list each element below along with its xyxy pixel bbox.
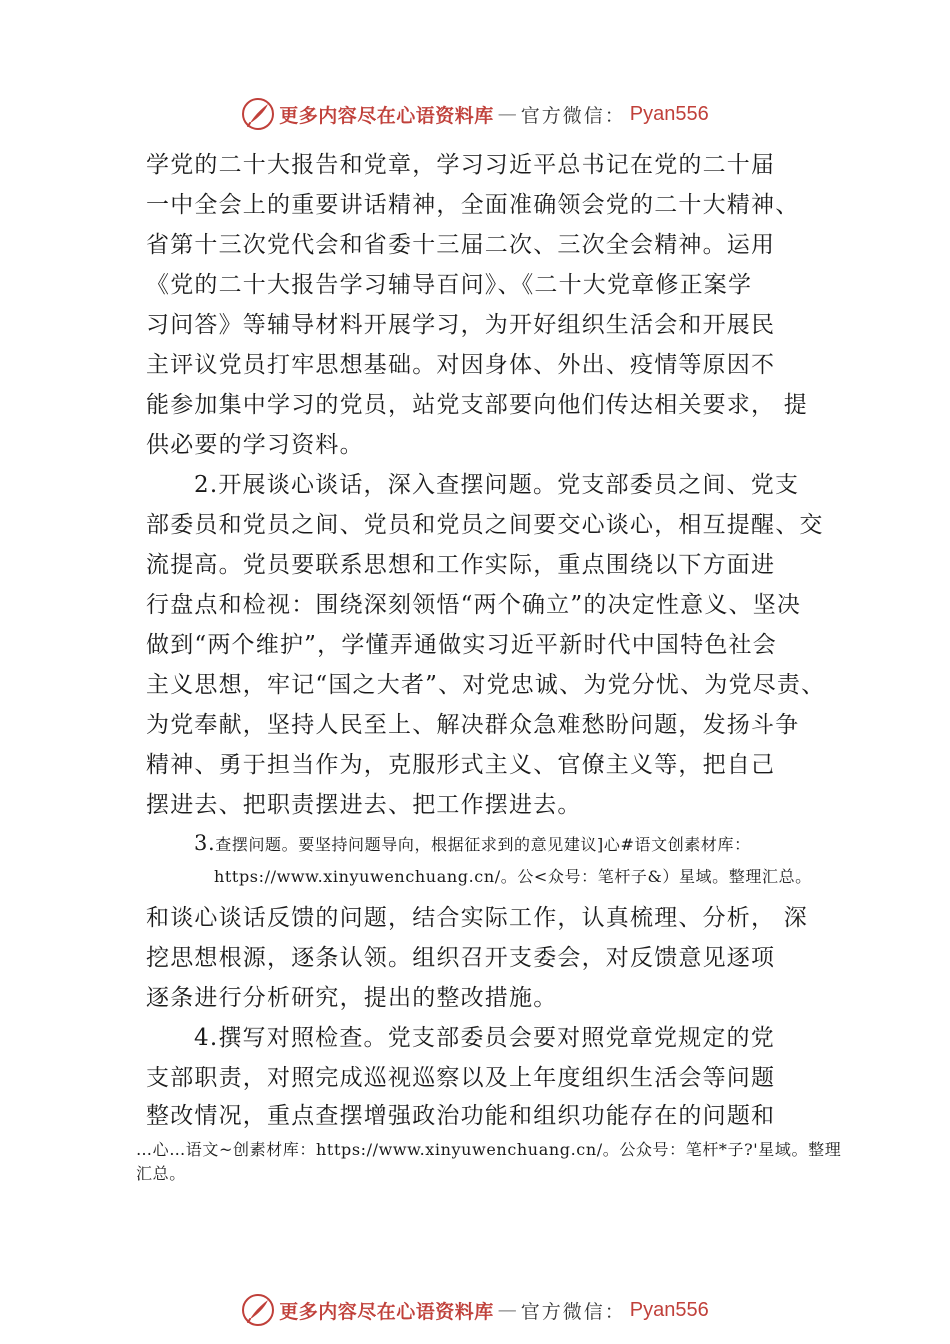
banner-official-label: 官方微信： (520, 104, 626, 127)
footer-banner (0, 1290, 950, 1330)
body-line: 支部职责，对照完成巡视巡察以及上年度组织生活会等问题 (146, 1065, 776, 1091)
body-line: 学党的二十大报告和党章，学习习近平总书记在党的二十届 (146, 152, 776, 178)
watermark-line: https://www.xinyuwenchuang.cn/。公<众号：笔杆子&）星域。整理汇总。 (214, 867, 812, 886)
banner-title: 更多内容尽在心语资料库 (279, 104, 494, 127)
body-line: 做到“两个维护”，学懂弄通做实习近平新时代中国特色社会 (146, 632, 777, 658)
body-line: 和谈心谈话反馈的问题，结合实际工作，认真梳理、分析， 深 (146, 905, 808, 931)
section-3-number: 3. (194, 831, 216, 855)
body-line: 一中全会上的重要讲话精神，全面准确领会党的二十大精神、 (146, 192, 800, 218)
banner-separator: — (497, 1299, 517, 1321)
banner-title: 更多内容尽在心语资料库 (279, 1300, 494, 1323)
quill-logo-icon (241, 1293, 275, 1327)
watermark-line: 汇总。 (136, 1164, 186, 1183)
banner-wechat-id: Pyan556 (629, 102, 709, 125)
body-line: 习问答》等辅导材料开展学习，为开好组织生活会和开展民 (146, 312, 776, 338)
body-line: 流提高。党员要联系思想和工作实际，重点围绕以下方面进 (146, 552, 776, 578)
body-line: 整改情况，重点查摆增强政治功能和组织功能存在的问题和 (146, 1103, 776, 1129)
body-line: 能参加集中学习的党员，站党支部要向他们传达相关要求， 提 (146, 392, 808, 418)
body-line: 部委员和党员之间、党员和党员之间要交心谈心，相互提醒、交 (146, 512, 824, 538)
header-banner (0, 94, 950, 134)
section-3-text: 查摆问题。要坚持问题导向，根据征求到的意见建议]心#语文创素材库： (215, 835, 751, 854)
banner-official-label: 官方微信： (520, 1300, 626, 1323)
body-line: 省第十三次党代会和省委十三届二次、三次全会精神。运用 (146, 232, 776, 258)
banner-separator: — (497, 103, 517, 125)
watermark-line: …心…语文~创素材库：https://www.xinyuwenchuang.cn/。公众号：笔杆*子?'星域。整理 (136, 1140, 842, 1159)
section-2-heading-line: 2.开展谈心谈话，深入查摆问题。党支部委员之间、党支 (194, 472, 800, 498)
body-line: 挖思想根源，逐条认领。组织召开支委会，对反馈意见逐项 (146, 945, 776, 971)
body-line: 逐条进行分析研究，提出的整改措施。 (146, 985, 558, 1011)
body-line: 为党奉献，坚持人民至上、解决群众急难愁盼问题，发扬斗争 (146, 712, 800, 738)
section-3-heading-line (194, 832, 751, 856)
body-line: 精神、勇于担当作为，克服形式主义、官僚主义等，把自己 (146, 752, 776, 778)
body-line: 《党的二十大报告学习辅导百问》、《二十大党章修正案学 (146, 272, 753, 298)
body-line: 主评议党员打牢思想基础。对因身体、外出、疫情等原因不 (146, 352, 776, 378)
quill-logo-icon (241, 97, 275, 131)
body-line: 供必要的学习资料。 (146, 432, 364, 458)
banner-wechat-id: Pyan556 (629, 1298, 709, 1321)
body-line: 摆进去、把职责摆进去、把工作摆进去。 (146, 792, 582, 818)
body-line: 行盘点和检视：围绕深刻领悟“两个确立”的决定性意义、坚决 (146, 592, 802, 618)
section-4-heading-line: 4.撰写对照检查。党支部委员会要对照党章党规定的党 (194, 1025, 775, 1051)
body-line: 主义思想，牢记“国之大者”、对党忠诚、为党分忧、为党尽责、 (146, 672, 826, 698)
